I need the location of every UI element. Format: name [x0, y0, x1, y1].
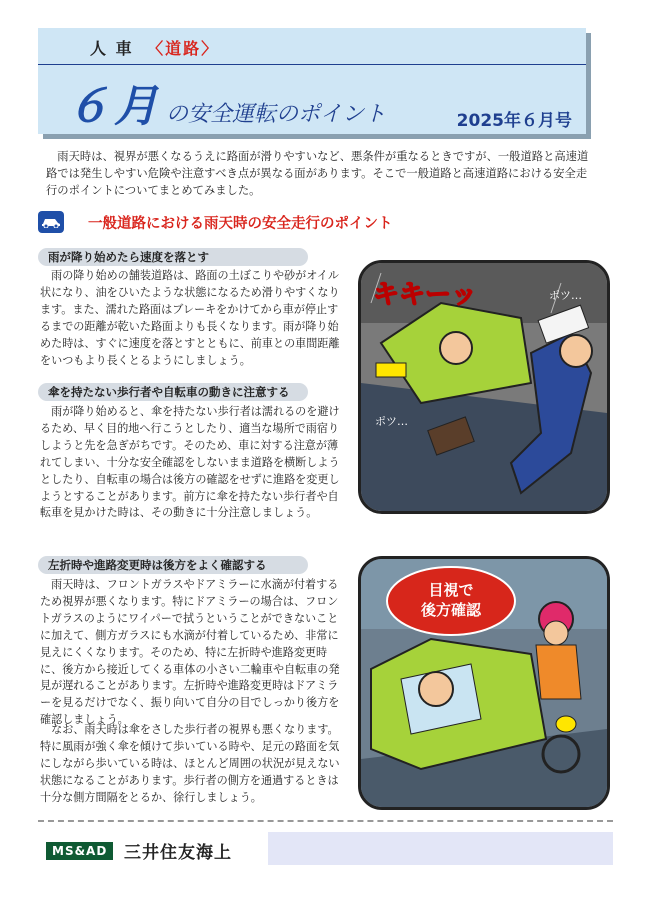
page-title: [66, 70, 386, 134]
section-heading: [38, 208, 598, 236]
header-banner: [38, 28, 586, 134]
svg-text:目視で: 目視で: [428, 581, 474, 599]
footer-divider: [38, 820, 613, 822]
msad-logo: MS&AD: [46, 842, 113, 860]
point-body-2: 雨が降り始めると、傘を持たない歩行者は濡れるのを避けるため、早く目的地へ行こうとしたり、適当な場所で雨宿りしようと先を急ぎがちです。そのため、車に対する注意が薄れてしまい、十分な安全確認をしないまま道路を横断しようとしたり、自転車の場合は後方の確認をせずに進路を変更しようとすることがあります。前方に傘を持たない歩行者や自転車を見かけた時は、その動きに十分注意しましょう。: [40, 405, 340, 520]
bubble-shape: [387, 567, 515, 635]
sfx-brake: キキーッ: [373, 280, 478, 310]
intro-paragraph: 雨天時は、視界が悪くなるうえに路面が滑りやすいなど、悪条件が重なるときですが、一般道路と高速道路では発生しやすい危険や注意すべき点が異なる面があります。そこで一般道路と高速道路における安全走行のポイントについてまとめてみました。: [46, 150, 589, 197]
car-icon: [38, 211, 64, 233]
illustration-braking-car: [358, 260, 610, 514]
svg-text:後方確認: 後方確認: [420, 601, 482, 619]
sfx-rain-1: ポツ…: [549, 289, 582, 302]
point-heading-3: 左折時や進路変更時は後方をよく確認する: [38, 556, 308, 574]
sfx-rain-2: ポツ…: [375, 415, 408, 428]
illustration-mirror-check: [358, 556, 610, 810]
month-label: ６月: [66, 81, 162, 132]
point-heading-2: 傘を持たない歩行者や自転車の動きに注意する: [38, 383, 308, 401]
point-body-3b: なお、雨天時は傘をさした歩行者の視界も悪くなります。特に風雨が強く傘を傾けて歩いている時や、足元の路面を気にしながら歩いている時は、ほとんど周囲の状況が見えない状態になることがあります。歩行者の側方を通過するときは十分な側方間隔をとるか、徐行しましょう。: [40, 723, 340, 804]
road-tag: 〈道路〉: [147, 39, 220, 58]
company-name: 三井住友海上: [124, 843, 232, 863]
header-divider: [38, 64, 586, 65]
point-body-1: 雨の降り始めの舗装道路は、路面の土ぼこりや砂がオイル状になり、油をひいたような状態になるため滑りやすくなります。また、濡れた路面はブレーキをかけてから車が停止するまでの距離が乾いた路面よりも長くなります。雨が降り始めた時は、すぐに速度を落とすとともに、前車との車間距離をいつもより長くとるようにしましょう。: [40, 269, 340, 367]
point-body-3: 雨天時は、フロントガラスやドアミラーに水滴が付着するため視界が悪くなります。特にドアミラーの場合は、フロントガラスのようにワイパーで拭うということができないことに加えて、側方ガラスにも水滴が付着しているため、非常に見えにくくなります。そのため、特に左折時や進路変更時に、後方から接近してくる車体の小さい二輪車や自転車の発見が遅れることがあります。左折時や進路変更時はドアミラーを見るだけでなく、振り向いて自分の目でしっかり後方を確認しましょう。: [40, 578, 340, 727]
footer-box: [268, 832, 613, 865]
category-label: 人 車: [90, 39, 134, 58]
section-title: 一般道路における雨天時の安全走行のポイント: [88, 215, 393, 232]
title-text: の安全運転のポイント: [166, 102, 387, 127]
issue-label: 2025年６月号: [456, 111, 572, 131]
point-heading-1: 雨が降り始めたら速度を落とす: [38, 248, 308, 266]
header-category: [90, 36, 219, 59]
